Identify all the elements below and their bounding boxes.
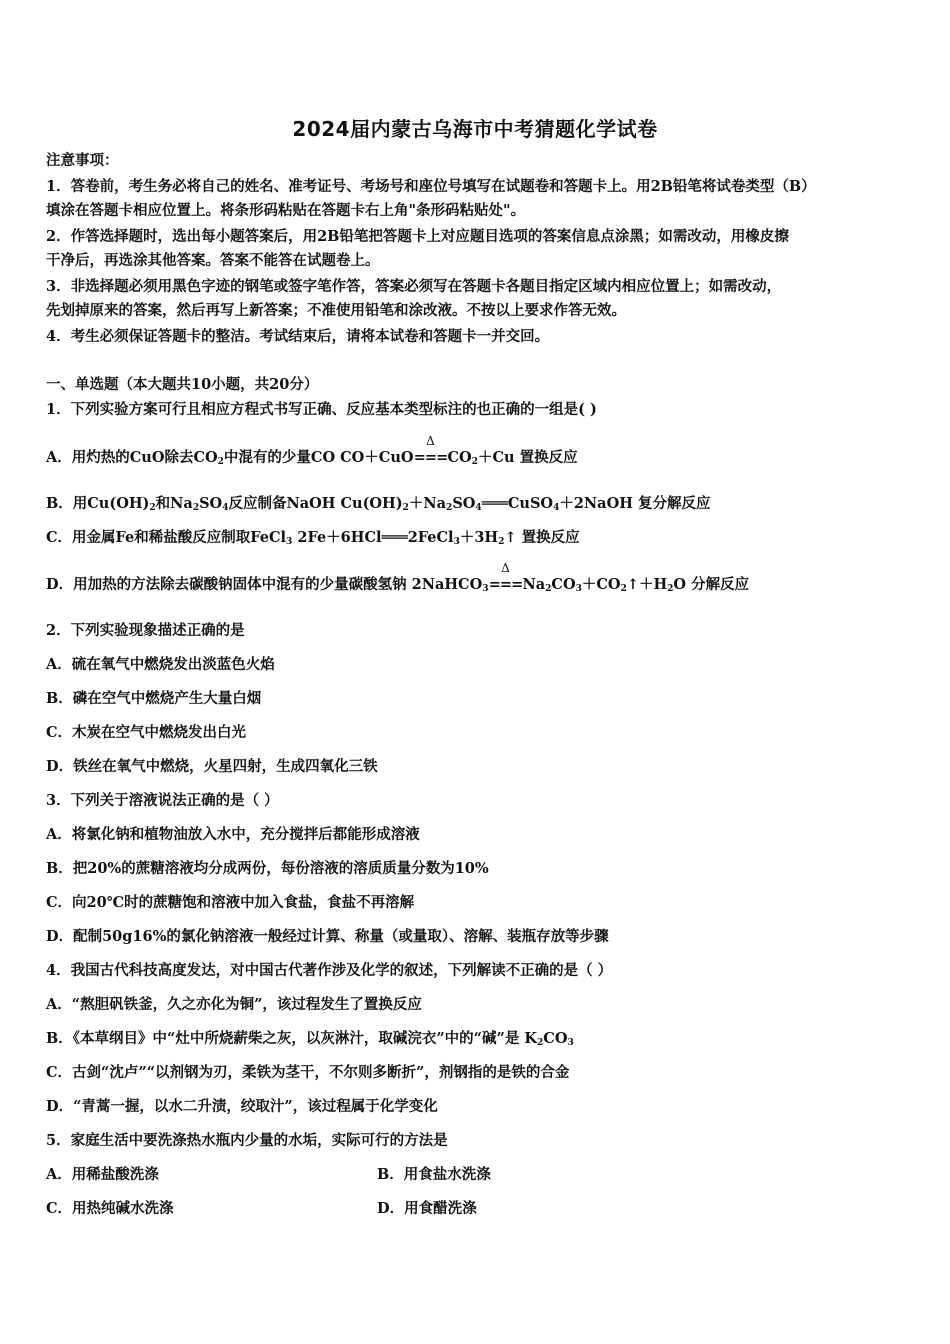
question-4-option-a: A．“熬胆矾铁釜，久之亦化为铜”，该过程发生了置换反应 (46, 996, 422, 1013)
notice-line: 1．答卷前，考生务必将自己的姓名、准考证号、考场号和座位号填写在试题卷和答题卡上。用2B铅笔将试卷类型（B） (46, 178, 816, 195)
question-4-option-d: D．“青蒿一握，以水二升渍，绞取汁”，该过程属于化学变化 (46, 1098, 438, 1115)
question-2-option: D．铁丝在氧气中燃烧，火星四射，生成四氧化三铁 (46, 758, 378, 775)
notice-line: 4．考生必须保证答题卡的整洁。考试结束后，请将本试卷和答题卡一并交回。 (46, 328, 550, 345)
heat-condition-arrow: Δ === (488, 561, 523, 593)
question-2-option: A．硫在氧气中燃烧发出淡蓝色火焰 (46, 656, 275, 673)
question-4-option-b: B．《本草纲目》中“灶中所烧薪柴之灰，以灰淋汁，取碱浣衣”中的“碱”是 $K_2CO_3$ (46, 1030, 574, 1048)
question-1-option-d: D．用加热的方法除去碳酸钠固体中混有的少量碳酸氢钠 2NaHCO$_3$ Δ $===Na_2CO_3+CO_2↑+H_2O$ 分解反应 (46, 561, 750, 594)
page-title: 2024届内蒙古乌海市中考猜题化学试卷 (292, 117, 658, 141)
notice-line: 3．非选择题必须用黑色字迹的钢笔或签字笔作答，答案必须写在答题卡各题目指定区域内相应位置上；如需改动， (46, 278, 782, 295)
notice-line: 先划掉原来的答案，然后再写上新答案；不准使用铅笔和涂改液。不按以上要求作答无效。 (46, 302, 626, 319)
question-4-stem: 4．我国古代科技高度发达，对中国古代著作涉及化学的叙述，下列解读不正确的是（ ） (46, 962, 613, 979)
question-5-option-a: A．用稀盐酸洗涤 (46, 1166, 159, 1183)
notice-line: 填涂在答题卡相应位置上。将条形码粘贴在答题卡右上角"条形码粘贴处"。 (46, 202, 526, 219)
question-4-option-c: C．古剑“沈卢”“以剂钢为刃，柔铁为茎干，不尔则多断折”，剂钢指的是铁的合金 (46, 1064, 570, 1081)
question-1-option-b: B．用$Cu(OH)_2$和$Na_2SO_4$反应制备NaOH $Cu(OH)_2+Na_2SO_4═══CuSO_4+2NaOH$ 复分解反应 (46, 495, 711, 513)
question-2-option: B．磷在空气中燃烧产生大量白烟 (46, 690, 262, 707)
question-3-option: C．向20℃时的蔗糖饱和溶液中加入食盐，食盐不再溶解 (46, 894, 415, 911)
question-3-option: B．把20%的蔗糖溶液均分成两份，每份溶液的溶质质量分数为10% (46, 860, 489, 877)
question-2-option: C．木炭在空气中燃烧发出白光 (46, 724, 247, 741)
notice-line: 2．作答选择题时，选出每小题答案后，用2B铅笔把答题卡上对应题目选项的答案信息点涂黑；如需改动，用橡皮擦 (46, 228, 789, 245)
section-heading: 一、单选题（本大题共10小题，共20分） (46, 376, 319, 393)
question-2-stem: 2．下列实验现象描述正确的是 (46, 622, 245, 639)
question-1-option-a: A．用灼热的CuO除去$CO_2$中混有的少量CO CO＋CuO Δ $===CO_2+Cu$ 置换反应 (46, 434, 578, 467)
notice-line: 干净后，再选涂其他答案。答案不能答在试题卷上。 (46, 252, 380, 269)
question-1-option-c: C．用金属Fe和稀盐酸反应制取FeCl$_3$ $2Fe+6HCl═══2FeCl_3+3H_2↑$ 置换反应 (46, 529, 580, 547)
question-5-option-d: D．用食醋洗涤 (377, 1200, 477, 1217)
heat-condition-arrow: Δ === (413, 434, 448, 466)
question-5-option-b: B．用食盐水洗涤 (377, 1166, 491, 1183)
question-3-stem: 3．下列关于溶液说法正确的是（ ） (46, 792, 279, 809)
question-3-option: A．将氯化钠和植物油放入水中，充分搅拌后都能形成溶液 (46, 826, 420, 843)
question-1-stem: 1．下列实验方案可行且相应方程式书写正确、反应基本类型标注的也正确的一组是( ) (46, 401, 597, 418)
question-3-option: D．配制50g16%的氯化钠溶液一般经过计算、称量（或量取）、溶解、装瓶存放等步骤 (46, 928, 609, 945)
question-5-option-c: C．用热纯碱水洗涤 (46, 1200, 174, 1217)
question-5-stem: 5．家庭生活中要洗涤热水瓶内少量的水垢，实际可行的方法是 (46, 1132, 448, 1149)
notice-heading: 注意事项： (46, 152, 119, 169)
